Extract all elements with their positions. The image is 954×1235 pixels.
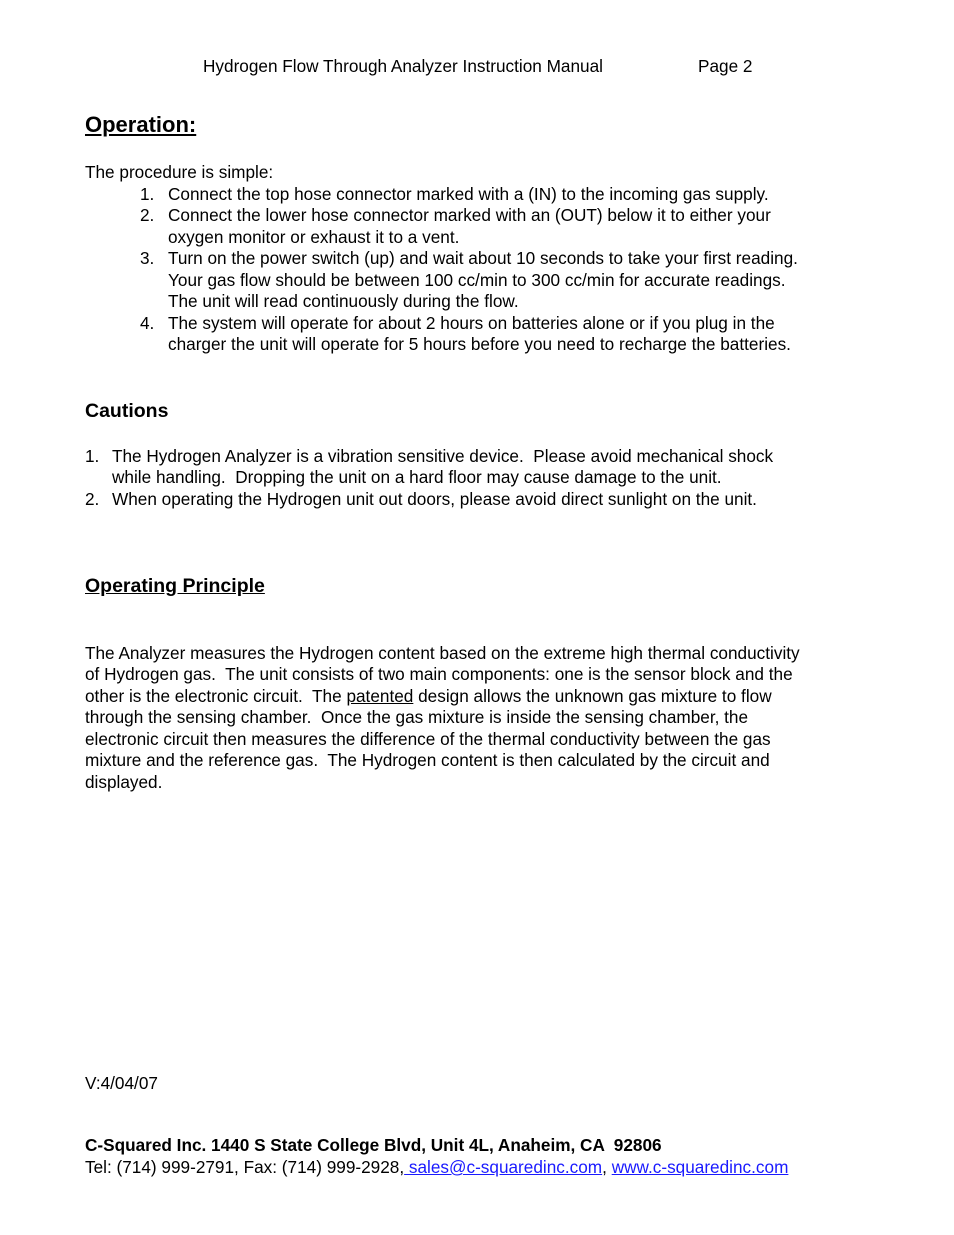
paragraph-line: The Analyzer measures the Hydrogen content based on the extreme high thermal conductivity: [85, 643, 800, 663]
caution-text: When operating the Hydrogen unit out doors, please avoid direct sunlight on the unit.: [112, 489, 757, 509]
paragraph-text: other is the electronic circuit. The: [85, 686, 347, 706]
caution-text: The Hydrogen Analyzer is a vibration sensitive device. Please avoid mechanical shock: [112, 446, 774, 466]
paragraph-text: design allows the unknown gas mixture to flow: [413, 686, 772, 706]
paragraph-line: [85, 686, 772, 708]
operation-intro: The procedure is simple:: [85, 162, 274, 182]
step-text: Connect the lower hose connector marked with an (OUT) below it to either your: [168, 205, 771, 225]
running-header-title: Hydrogen Flow Through Analyzer Instruction Manual: [203, 56, 603, 76]
step-text: Turn on the power switch (up) and wait about 10 seconds to take your first reading.: [168, 248, 798, 268]
company-address: C-Squared Inc. 1440 S State College Blvd, Unit 4L, Anaheim, CA 92806: [85, 1135, 662, 1155]
operation-heading: Operation:: [85, 112, 197, 137]
step-number: 2.: [140, 205, 155, 225]
caution-text: while handling. Dropping the unit on a hard floor may cause damage to the unit.: [112, 467, 722, 487]
page-number: Page 2: [698, 56, 753, 76]
email-link[interactable]: sales@c-squaredinc.com: [404, 1157, 603, 1177]
step-text: The unit will read continuously during the flow.: [168, 291, 519, 311]
step-number: 3.: [140, 248, 155, 268]
paragraph-line: electronic circuit then measures the difference of the thermal conductivity between the gas: [85, 729, 771, 749]
step-text: oxygen monitor or exhaust it to a vent.: [168, 227, 460, 247]
step-text: Your gas flow should be between 100 cc/min to 300 cc/min for accurate readings.: [168, 270, 786, 290]
version-label: V:4/04/07: [85, 1073, 158, 1093]
paragraph-line: of Hydrogen gas. The unit consists of two main components: one is the sensor block and the: [85, 664, 793, 684]
step-text: The system will operate for about 2 hours on batteries alone or if you plug in the: [168, 313, 775, 333]
paragraph-line: through the sensing chamber. Once the gas mixture is inside the sensing chamber, the: [85, 707, 749, 727]
cautions-heading: Cautions: [85, 400, 169, 422]
caution-number: 1.: [85, 446, 100, 466]
separator: ,: [602, 1157, 607, 1177]
website-link[interactable]: www.c-squaredinc.com: [611, 1157, 789, 1177]
patented-term: patented: [346, 686, 414, 706]
paragraph-line: mixture and the reference gas. The Hydrogen content is then calculated by the circuit and: [85, 750, 770, 770]
phone-fax: Tel: (714) 999-2791, Fax: (714) 999-2928,: [85, 1157, 405, 1177]
step-text: Connect the top hose connector marked with a (IN) to the incoming gas supply.: [168, 184, 769, 204]
contact-line: [85, 1157, 788, 1179]
step-number: 4.: [140, 313, 155, 333]
step-text: charger the unit will operate for 5 hours before you need to recharge the batteries.: [168, 334, 791, 354]
caution-number: 2.: [85, 489, 100, 509]
step-number: 1.: [140, 184, 155, 204]
operating-principle-heading: Operating Principle: [85, 575, 265, 597]
paragraph-line: displayed.: [85, 772, 163, 792]
